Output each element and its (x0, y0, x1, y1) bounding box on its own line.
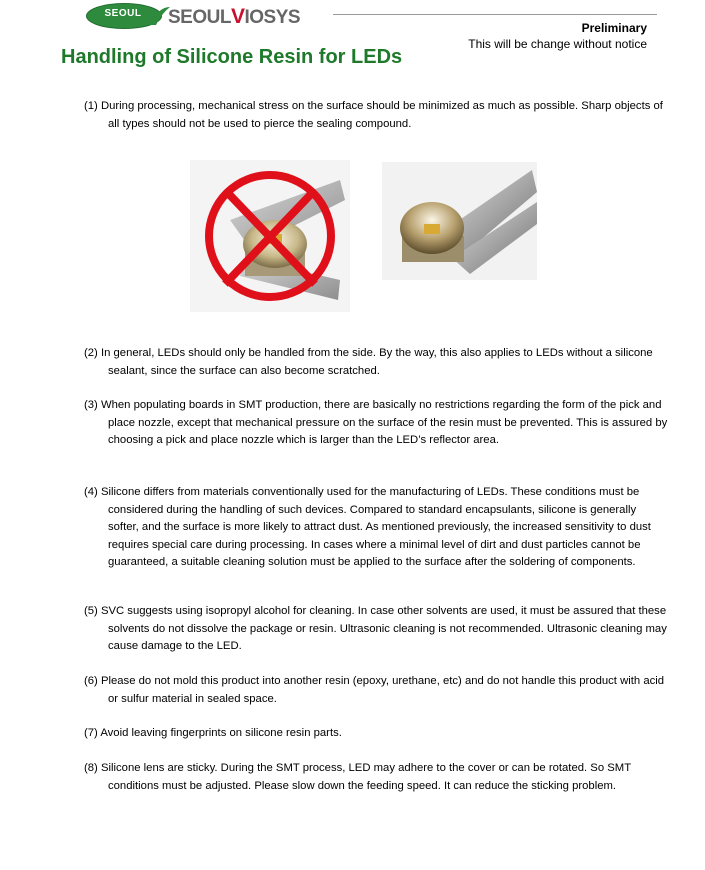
prohibited-handling-image (190, 160, 350, 312)
list-item-2: (2) In general, LEDs should only be handled from the side. By the way, this also applies to LEDs without a silicone sealant, since the surface can also become scratched. (84, 347, 653, 377)
header-divider (333, 14, 657, 15)
notice-label: This will be change without notice (468, 37, 647, 51)
logo-word-v: V (230, 5, 245, 28)
preliminary-label: Preliminary (581, 21, 647, 35)
list-item-5: (5) SVC suggests using isopropyl alcohol for cleaning. In case other solvents are used, it must be assured that these solvents do not dissolve the package or resin. Ultrasonic cleaning is not recommended. Ultrasonic cleaning may cause damage to the LED. (84, 605, 667, 653)
list-item-4: (4) Silicone differs from materials conventionally used for the manufacturing of LEDs. These conditions must be considered during the handling of such devices. Compared to standard encapsulants, silicone is generally softer, and the surface is more likely to attract dust. As mentioned previously, the increased sensitivity to dust requires special care during processing. In cases where a minimal level of dirt and dust particles cannot be guaranteed, a suitable cleaning solution must be applied to the surface after the soldering of components. (84, 486, 651, 569)
list-item-7: (7) Avoid leaving fingerprints on silicone resin parts. (84, 727, 342, 739)
logo-oval-text: SEOUL (104, 8, 142, 19)
logo-wordmark (168, 5, 300, 29)
correct-handling-image (382, 162, 537, 280)
list-item-6: (6) Please do not mold this product into another resin (epoxy, urethane, etc) and do not handle this product with acid or sulfur material in sealed space. (84, 675, 665, 705)
list-item-1: (1) During processing, mechanical stress on the surface should be minimized as much as possible. Sharp objects of all types should not be used to pierce the sealing compound. (84, 100, 663, 130)
list-item-8: (8) Silicone lens are sticky. During the SMT process, LED may adhere to the cover or can be rotated. So SMT conditions must be adjusted. Please slow down the feeding speed. It can reduce the sticking problem. (84, 762, 631, 792)
company-logo (86, 3, 316, 29)
logo-word-prefix: SEOUL (168, 7, 231, 28)
logo-word-suffix: IOSYS (244, 7, 301, 28)
page-title: Handling of Silicone Resin for LEDs (61, 46, 403, 68)
list-item-3: (3) When populating boards in SMT production, there are basically no restrictions regarding the form of the pick and place nozzle, except that mechanical pressure on the surface of the resin must be prevented. This is assured by choosing a pick and place nozzle which is larger than the LED’s reflector area. (84, 399, 668, 447)
